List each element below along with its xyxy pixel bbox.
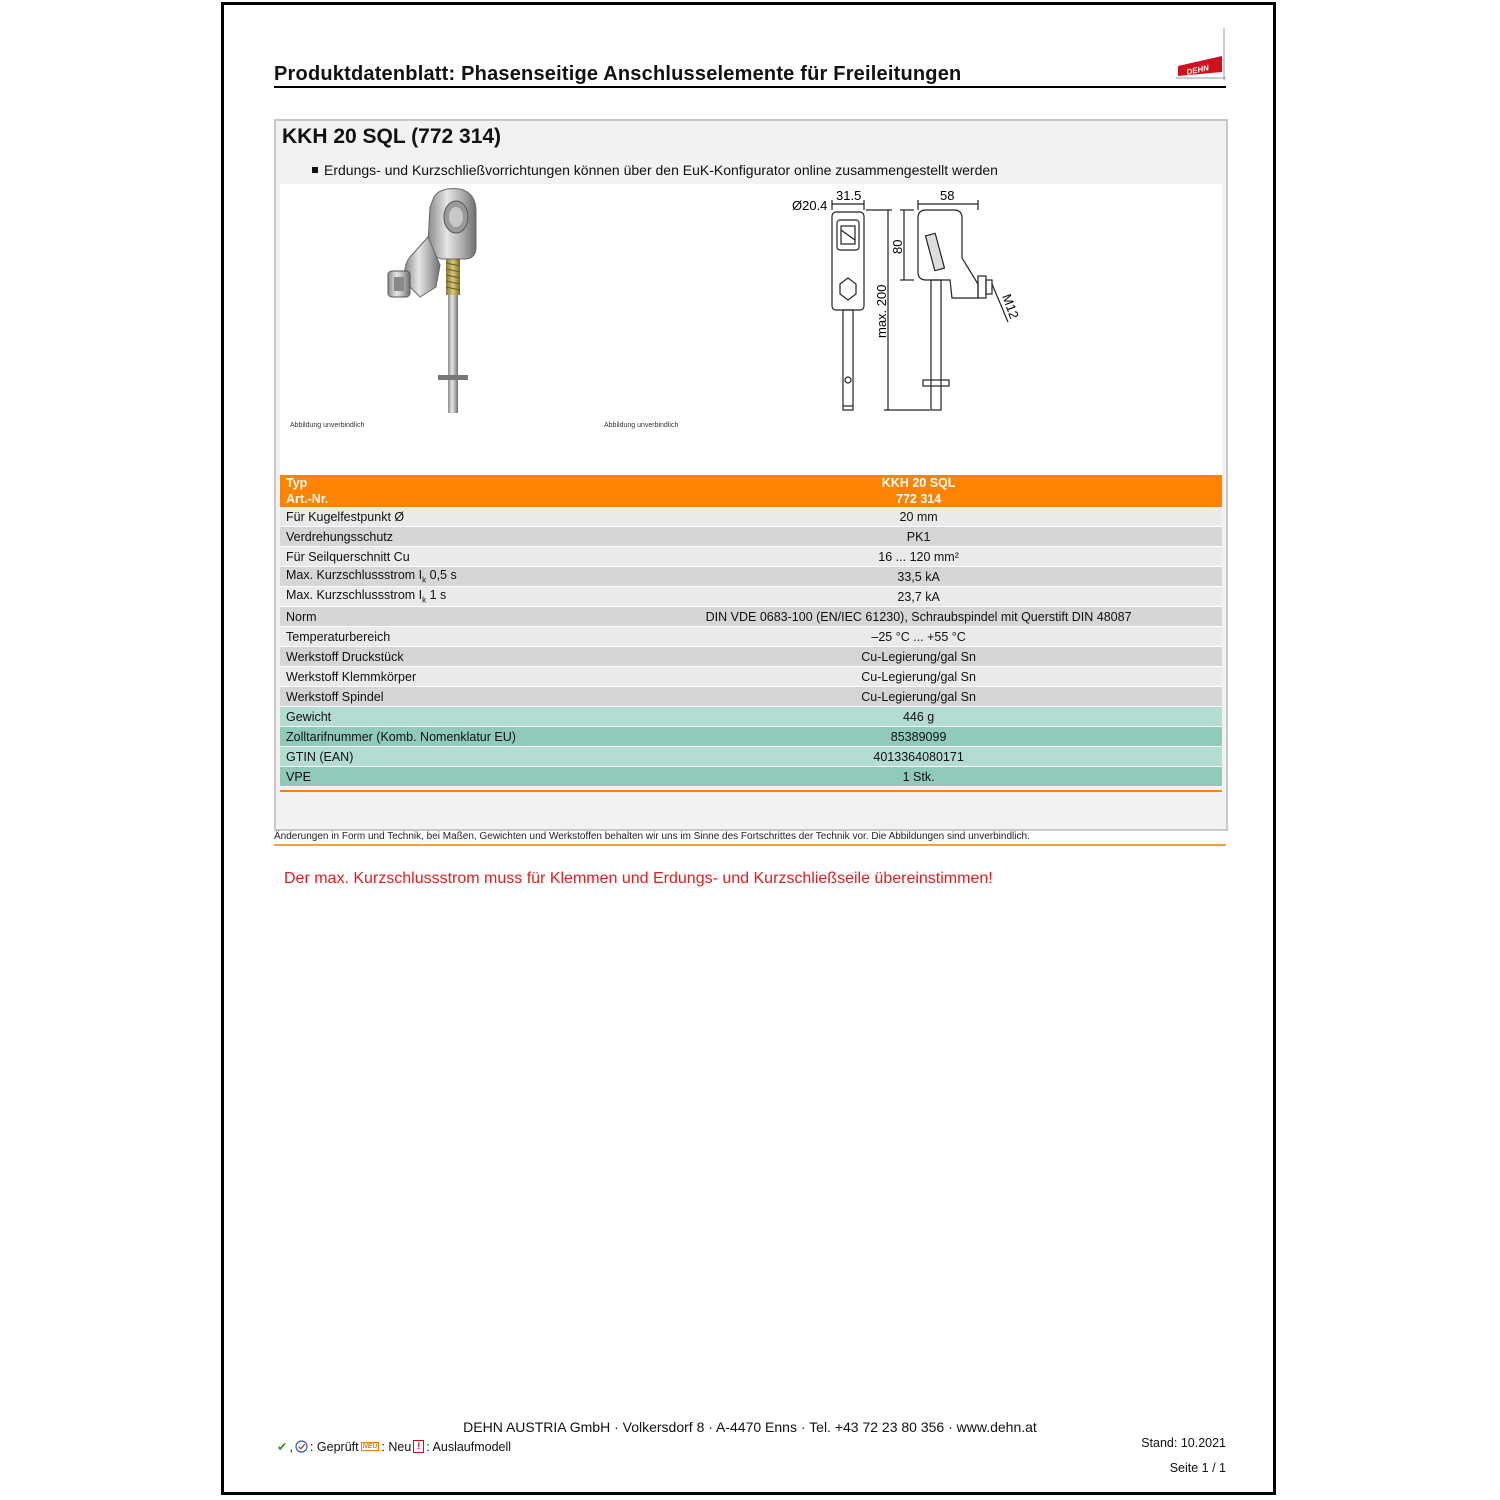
row-value: 20 mm: [615, 507, 1222, 527]
legend-separator: ,: [289, 1439, 293, 1454]
warning-text: Der max. Kurzschlussstrom muss für Klemmen und Erdungs- und Kurzschließseile übereinstimmen!: [284, 870, 993, 887]
product-title: KKH 20 SQL (772 314): [282, 125, 502, 148]
table-header-value: 772 314: [615, 491, 1222, 507]
row-value: DIN VDE 0683-100 (EN/IEC 61230), Schraubspindel mit Querstift DIN 48087: [615, 607, 1222, 627]
logo-text: DEHN: [1185, 63, 1210, 77]
dim-width-front: 31.5: [836, 188, 862, 203]
table-row: [280, 547, 1222, 567]
row-value: Cu-Legierung/gal Sn: [615, 647, 1222, 667]
table-row: [280, 567, 1222, 587]
row-value: 1 Stk.: [615, 767, 1222, 787]
row-label: Norm: [280, 607, 615, 627]
row-label: Max. Kurzschlussstrom $I_k$ 0,5 s: [280, 567, 615, 587]
row-value: Cu-Legierung/gal Sn: [615, 687, 1222, 707]
doc-title: Produktdatenblatt: Phasenseitige Anschlusselemente für Freileitungen: [274, 63, 962, 85]
page-number: Seite 1 / 1: [1169, 1461, 1226, 1475]
row-label: GTIN (EAN): [280, 747, 615, 767]
note-text: Erdungs- und Kurzschließvorrichtungen können über den EuK-Konfigurator online zusammengestellt werden: [324, 162, 998, 178]
check-icon: ✔: [277, 1440, 288, 1454]
dim-diameter: Ø20.4: [792, 198, 828, 213]
table-row: [280, 667, 1222, 687]
drawing-caption: Abbildung unverbindlich: [604, 422, 679, 429]
legend-discontinued: : Auslaufmodell: [426, 1439, 512, 1454]
dehn-logo: [1176, 28, 1226, 80]
row-label: Werkstoff Spindel: [280, 687, 615, 707]
disclaimer-rule: [274, 844, 1226, 846]
footer-legend: [277, 1439, 511, 1454]
table-row: [280, 507, 1222, 527]
row-label: Zolltarifnummer (Komb. Nomenklatur EU): [280, 727, 615, 747]
photo-caption: Abbildung unverbindlich: [290, 422, 365, 429]
table-row: [280, 627, 1222, 647]
table-row: [280, 607, 1222, 627]
dim-width-side: 58: [940, 188, 955, 203]
row-value: 33,5 kA: [615, 567, 1222, 587]
table-bottom-rule: [280, 790, 1222, 792]
dim-thread: M12: [999, 291, 1022, 321]
table-row: [280, 727, 1222, 747]
row-value: PK1: [615, 527, 1222, 547]
row-label: Werkstoff Klemmkörper: [280, 667, 615, 687]
row-value: 446 g: [615, 707, 1222, 727]
table-row: [280, 707, 1222, 727]
footer-company: DEHN AUSTRIA GmbH · Volkersdorf 8 · A-4470 Enns · Tel. +43 72 23 80 356 · www.dehn.at: [463, 1419, 1037, 1435]
disclaimer: Änderungen in Form und Technik, bei Maßen, Gewichten und Werkstoffen behalten wir uns im Sinne des Fortschrittes der Technik vor. Die Abbildungen sind unverbindlich.: [274, 831, 1030, 842]
tested-icon: [295, 1440, 308, 1453]
row-label: Max. Kurzschlussstrom $I_k$ 1 s: [280, 587, 615, 607]
row-label: Werkstoff Druckstück: [280, 647, 615, 667]
table-header-value: KKH 20 SQL: [615, 475, 1222, 491]
spec-table: [280, 475, 1222, 787]
row-value: 4013364080171: [615, 747, 1222, 767]
row-label: Temperaturbereich: [280, 627, 615, 647]
product-box: [274, 119, 1228, 831]
table-header-label: Art.-Nr.: [280, 491, 615, 507]
legend-new: : Neu: [381, 1439, 412, 1454]
table-row: [280, 587, 1222, 607]
row-label: Verdrehungsschutz: [280, 527, 615, 547]
table-row: [280, 767, 1222, 787]
table-header-label: Typ: [280, 475, 615, 491]
row-label: Für Kugelfestpunkt Ø: [280, 507, 615, 527]
table-row: [280, 687, 1222, 707]
table-row: [280, 747, 1222, 767]
bullet-icon: [312, 167, 318, 173]
product-note: [312, 162, 998, 178]
legend-checked: : Geprüft: [309, 1439, 359, 1454]
dim-height-head: 80: [890, 239, 905, 254]
row-label: Gewicht: [280, 707, 615, 727]
discontinued-icon: !: [413, 1440, 424, 1453]
row-label: Für Seilquerschnitt Cu: [280, 547, 615, 567]
table-row: [280, 647, 1222, 667]
table-row: [280, 527, 1222, 547]
doc-header: [274, 62, 1226, 88]
row-value: –25 °C ... +55 °C: [615, 627, 1222, 647]
table-header-row: [280, 491, 1222, 507]
revision-date: Stand: 10.2021: [1141, 1436, 1226, 1450]
product-photo: [380, 187, 500, 419]
row-value: 16 ... 120 mm²: [615, 547, 1222, 567]
row-value: 85389099: [615, 727, 1222, 747]
new-badge-icon: NEU: [362, 1443, 378, 1450]
technical-drawing: [780, 188, 1040, 420]
dim-height-total: max. 200: [874, 284, 889, 338]
row-label: VPE: [280, 767, 615, 787]
image-area: [280, 184, 1222, 476]
row-value: Cu-Legierung/gal Sn: [615, 667, 1222, 687]
table-header-row: [280, 475, 1222, 491]
row-value: 23,7 kA: [615, 587, 1222, 607]
